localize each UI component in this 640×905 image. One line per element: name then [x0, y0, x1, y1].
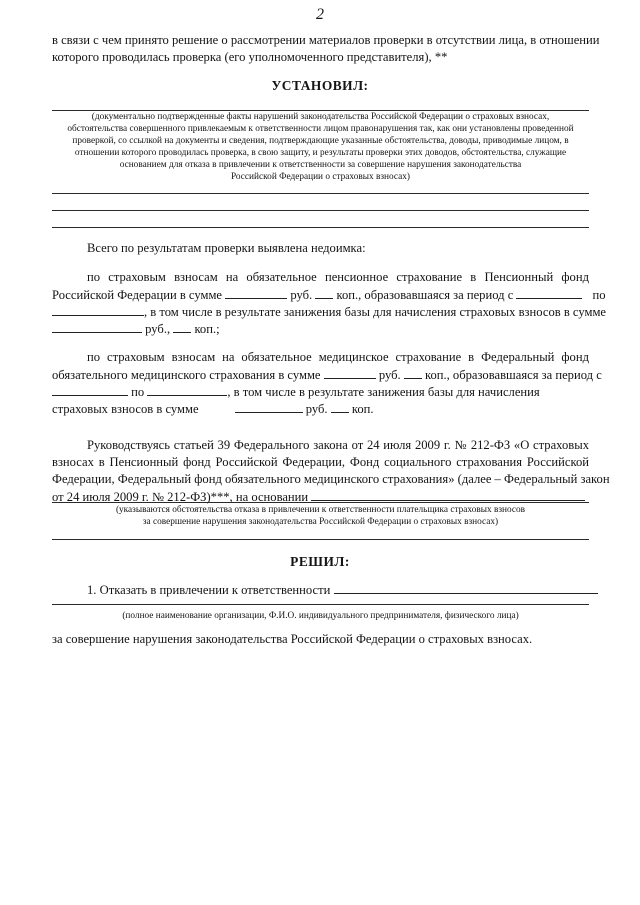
guided-line-4: от 24 июля 2009 г. № 212-ФЗ)***, на основании	[52, 488, 585, 506]
medical-line-4: страховых взносов в сумме руб. коп.	[52, 402, 374, 416]
facts-blank-line-3	[52, 227, 589, 228]
arrears-intro: Всего по результатам проверки выявлена недоимка:	[87, 241, 366, 255]
heading-established: УСТАНОВИЛ:	[271, 78, 369, 93]
pension-line-1: по страховым взносам на обязательное пенсионное страхование в Пенсионный фонд	[87, 270, 589, 284]
medical-line-1: по страховым взносам на обязательное медицинское страхование в Федеральный фонд	[87, 350, 589, 364]
decision-closing: за совершение нарушения законодательства Российской Федерации о страховых взносах.	[52, 632, 533, 646]
facts-note-line-4: отношении которого проводилась проверка, в свою защиту, и результаты проверки этих доводов, обстоятельства, служащие	[74, 148, 567, 158]
facts-note-line-6: Российской Федерации о страховых взносах)	[230, 172, 410, 182]
refusal-line	[52, 502, 589, 503]
guided-line-3: Федерации, Федеральный фонд обязательного медицинского страхования» (далее – Федеральный закон	[52, 472, 610, 486]
decision-name-line	[52, 604, 589, 605]
intro-line-1: в связи с чем принято решение о рассмотрении материалов проверки в отсутствии лица, в отношении	[52, 33, 600, 47]
heading-decided: РЕШИЛ:	[290, 554, 350, 569]
refusal-note-line-1: (указываются обстоятельства отказа в привлечении к ответственности плательщика страховых взносов	[115, 505, 526, 515]
facts-blank-line-2	[52, 210, 589, 211]
facts-blank-line-1	[52, 193, 589, 194]
facts-note-line-3: проверкой, со ссылкой на документы и сведения, подтверждающие указанные обстоятельства, доводы, приводимые лицом, в	[72, 136, 569, 146]
medical-line-3: по , в том числе в результате занижения базы для начисления	[52, 383, 540, 401]
refusal-note-line-2: за совершение нарушения законодательства Российской Федерации о страховых взносах)	[142, 517, 499, 527]
decision-item-1: 1. Отказать в привлечении к ответственности	[87, 581, 598, 599]
refusal-blank-line	[52, 539, 589, 540]
pension-line-4: руб., коп.;	[52, 320, 220, 338]
facts-note-line-5: основанием для отказа в привлечении к ответственности за совершение нарушения законодательства	[119, 160, 522, 170]
guided-line-1: Руководствуясь статьей 39 Федерального закона от 24 июля 2009 г. № 212-ФЗ «О страховых	[87, 438, 589, 452]
pension-line-2: Российской Федерации в сумме руб. коп., образовавшаяся за период с по	[52, 288, 606, 302]
guided-line-2: взносах в Пенсионный фонд Российской Федерации, Фонд социального страхования Российской	[52, 455, 589, 469]
intro-line-2: которого проводилась проверка (его уполномоченного представителя), **	[52, 50, 448, 64]
facts-note-line-2: обстоятельства совершенного привлекаемым к ответственности лицом правонарушения так, как они установлены проведенной	[67, 124, 574, 134]
facts-note-line-1: (документально подтвержденные факты нарушений законодательства Российской Федерации о страховых взносах,	[91, 112, 550, 122]
pension-line-3: , в том числе в результате занижения базы для начисления страховых взносов в сумме	[52, 303, 606, 321]
page-number: 2	[316, 6, 324, 23]
decision-name-note: (полное наименование организации, Ф.И.О. индивидуального предпринимателя, физического лица)	[122, 611, 519, 621]
medical-line-2: обязательного медицинского страхования в сумме руб. коп., образовавшаяся за период с	[52, 368, 602, 382]
